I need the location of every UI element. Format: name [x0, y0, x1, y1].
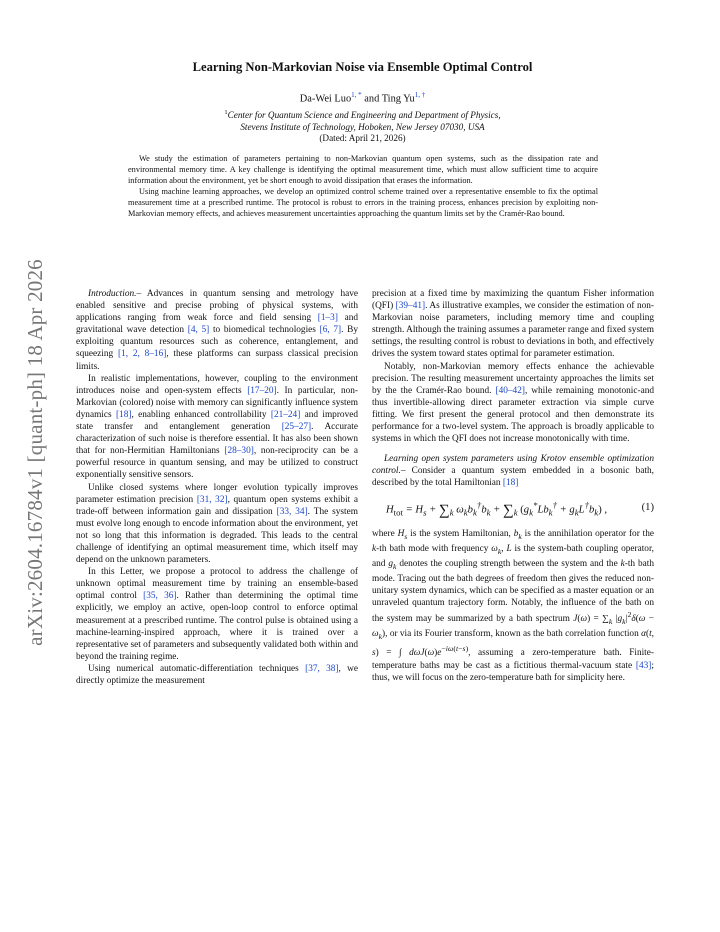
text-run: where — [372, 529, 398, 540]
paragraph-qfi — [372, 288, 654, 361]
text-run: , we directly optimize the measurement — [76, 663, 358, 686]
abstract-paragraph-1: We study the estimation of parameters pertaining to non-Markovian quantum open systems, such as the dissipation rate and environmental memory time. A key challenge is identifying the optimal measurement time, which must allow sufficient time to acquire information about the environment, yet be short enough to avoid dissipation that erases the information. — [128, 154, 598, 185]
paragraph-realistic — [76, 373, 358, 482]
affiliation-line-1: Center for Quantum Science and Engineering and Department of Physics, — [227, 110, 501, 121]
citation-link[interactable]: [31, 32] — [196, 494, 228, 505]
text-run: is the system-bath coupling operator, and — [372, 544, 654, 570]
paragraph-closed-systems — [76, 482, 358, 567]
citation-link[interactable]: [21–24] — [270, 409, 301, 420]
citation-link[interactable]: [43] — [635, 660, 652, 671]
text-run: . As illustrative examples, we consider the estimation of non-Markovian noise parameters, including memory time and coupling strength. Although the training assumes a parameter range and fixed system settings, the resulting control is robust to deviations in both, and effectively drives the system toward states optimal for parameter estimation. — [372, 301, 654, 360]
text-run: Using numerical automatic-differentiation techniques — [88, 663, 306, 674]
paragraph-definitions: where $H_s$ is the system Hamiltonian, $b_k$ is the annihilation operator for the k-th bath mode with frequency $\omega_k$, L is the system-bath coupling operator, and $g_k$ denotes the coupling strength between the system and the k-th bath mode. Tracing out the bath degrees of freedom then gives the reduced non-unitary system dynamics, which can be specified as a master equation or an unraveled quantum trajectory form. Notably, the influence of the bath on the system may be summarized by a bath spectrum $J(\omega) = \sum_k$ $|g_k|^2\delta(\omega - \omega_k)$, or via its Fourier transform, known as the bath correlation function α(t, s) = ∫ $d\omega J(\omega)e^{-i\omega(t-s)}$, assuming a zero-temperature bath. Finite-temperature baths may be cast as a fictitious thermal-vacuum state [43]; thus, we will focus on the zero-temperature bath for simplicity here. — [372, 529, 654, 683]
text-run: . In particular, non-Markovian (colored) noise with memory can significantly influence system dynamics — [76, 385, 358, 420]
paragraph-numerical — [76, 663, 358, 687]
text-run: – Advances in quantum sensing and metrology have enabled sensitive and precise probing of physical systems, with applications ranging from weak force and field sensing — [76, 289, 358, 324]
author-1-marks[interactable]: 1, * — [351, 91, 362, 99]
abstract — [128, 154, 598, 220]
paper-title: Learning Non-Markovian Noise via Ensemble Optimal Control — [192, 60, 533, 74]
abstract-paragraph-2: Using machine learning approaches, we develop an optimized control scheme trained over a representative ensemble to fix the optimal measurement time at a prescribed runtime. The protocol is robust to errors in the training process, enhances precision by exploiting non-Markovian memory effects, and achieves measurement uncertainties approaching the quantum limits set by the Cramér-Rao bound. — [128, 186, 598, 218]
text-run: and gravitational wave detection — [76, 313, 359, 336]
text-run: , enabling enhanced controllability — [131, 409, 271, 420]
citation-link[interactable]: [39–41] — [395, 301, 426, 312]
arxiv-stamp — [14, 258, 56, 646]
author-and: and — [364, 93, 380, 105]
paragraph-this-letter — [76, 566, 358, 663]
paper-date: (Dated: April 21, 2026) — [319, 133, 406, 143]
text-run: , or via its Fourier transform, known as the bath correlation function — [385, 629, 642, 640]
citation-link[interactable]: [18] — [115, 409, 132, 420]
text-run: -th bath mode. Tracing out the bath degrees of freedom then gives the reduced non-unitary system dynamics, which can be specified as a master equation or an unraveled quantum trajectory form. Notably, the influence of the bath on the system may be summarized by a bath spectrum — [372, 559, 654, 625]
citation-link[interactable]: [35, 36] — [143, 591, 177, 602]
citation-link[interactable]: [17–20] — [247, 385, 277, 396]
author-line — [90, 91, 635, 104]
text-run: . Accurate characterization of such noise is therefore essential. It has also been shown that for non-Hermitian Hamiltonians — [76, 422, 358, 457]
paragraph-notably — [372, 361, 654, 446]
paragraph-intro — [76, 288, 358, 373]
text-run: , while remaining monotonic-and thus invertible-allowing direct parameter extraction via simple curve fitting. We first present the general protocol and then demonstrate its performance for a two-level system. The approach is broadly applicable to systems in which the QFI does not increase monotonically with time. — [372, 385, 654, 445]
author-2-marks[interactable]: 1, † — [414, 91, 426, 99]
citation-link[interactable]: [1–3] — [317, 313, 338, 324]
section-lead-krotov: Learning open system parameters using Krotov ensemble optimization control. — [372, 454, 654, 477]
right-column — [372, 288, 654, 684]
citation-link[interactable]: [1, 2, 8–16] — [117, 349, 167, 360]
text-run: Unlike closed systems where longer evolution typically improves parameter estimation precision — [76, 482, 358, 505]
text-run: , assuming a zero-temperature bath. Finite-temperature baths may be cast as a fictitious thermal-vacuum state — [372, 648, 654, 671]
text-run: . By exploiting quantum resources such as coherence, entanglement, and squeezing — [76, 325, 358, 360]
text-run: , — [501, 544, 507, 555]
text-run: , non-reciprocity can be a powerful resource in quantum sensing, and may be utilized to construct exponentially sensitive sensors. — [76, 446, 359, 481]
text-run: is the system Hamiltonian, — [407, 529, 514, 540]
citation-link[interactable]: [28–30] — [224, 446, 254, 457]
citation-link[interactable]: [18] — [502, 478, 519, 489]
text-run: ; thus, we will focus on the zero-temperature bath for simplicity here. — [372, 660, 654, 683]
section-lead-introduction: Introduction. — [88, 289, 137, 299]
equation-1-number: (1) — [641, 502, 654, 514]
arxiv-stamp-text: arXiv:2604.16784v1 [quant-ph] 18 Apr 2026 — [22, 258, 47, 646]
author-2: Ting Yu — [381, 93, 415, 105]
equation-1 — [372, 499, 654, 519]
citation-link[interactable]: [40–42] — [495, 385, 525, 396]
text-run: , quantum open systems exhibit a trade-off between information gain and dissipation — [76, 494, 358, 517]
text-run: precision at a fixed time by maximizing the quantum Fisher information (QFI) — [372, 289, 654, 312]
text-run: to biomedical technologies — [209, 325, 320, 336]
text-run: -th bath mode with frequency — [376, 544, 492, 555]
paragraph-krotov — [372, 453, 654, 489]
affiliation-mark: 1 — [224, 109, 228, 116]
citation-link[interactable]: [25–27] — [281, 422, 312, 433]
author-1: Da-Wei Luo — [299, 93, 352, 105]
text-run: . The system must evolve long enough to encode information about the environment, yet not so long that this information is degraded. This leads to the central challenge of identifying an optimal measurement time, which itself may depend on the unknown parameters. — [76, 506, 358, 566]
text-run: , these platforms can surpass classical precision limits. — [76, 349, 358, 372]
text-run: In this Letter, we propose a protocol to address the challenge of unknown optimal measurement time by training an ensemble-based optimal control — [76, 567, 358, 602]
citation-link[interactable]: [6, 7] — [319, 325, 342, 336]
text-run: . Rather than determining the optimal time explicitly, we employ an active, open-loop control to enforce optimal measurement at a prescribed runtime. The control pulse is obtained using a machine-learning-inspired approach, where it is trained over a representative set of parameters and subsequently validated both within and beyond the training regime. — [76, 591, 359, 662]
text-run: and improved state transfer and entanglement generation — [76, 409, 358, 433]
affiliation-line-2: Stevens Institute of Technology, Hoboken, New Jersey 07030, USA — [240, 122, 485, 133]
equation-1-body: $H_{tot} = H_s + \sum_k$ $\omega_kb_k^\dagger b_k + \sum_k$ $(g_k^*Lb_k^\dagger + g_kL^\dagger b_k)$ , — [386, 499, 608, 519]
text-run: Notably, non-Markovian memory effects enhance the achievable precision. The resulting measurement uncertainty approaches the limits set by the the Cramér-Rao bound. — [372, 361, 654, 396]
text-run: – Consider a quantum system embedded in a bosonic bath, described by the total Hamiltonian — [372, 466, 654, 489]
affiliation — [90, 107, 635, 133]
text-run: denotes the coupling strength between the system and the — [396, 559, 621, 570]
citation-link[interactable]: [37, 38] — [305, 663, 339, 674]
text-run: is the annihilation operator for the — [521, 529, 654, 540]
citation-link[interactable]: [33, 34] — [276, 506, 308, 517]
citation-link[interactable]: [4, 5] — [187, 325, 210, 336]
left-column — [76, 288, 358, 687]
text-run: In realistic implementations, however, coupling to the environment introduces noise and open-system effects — [76, 373, 358, 396]
